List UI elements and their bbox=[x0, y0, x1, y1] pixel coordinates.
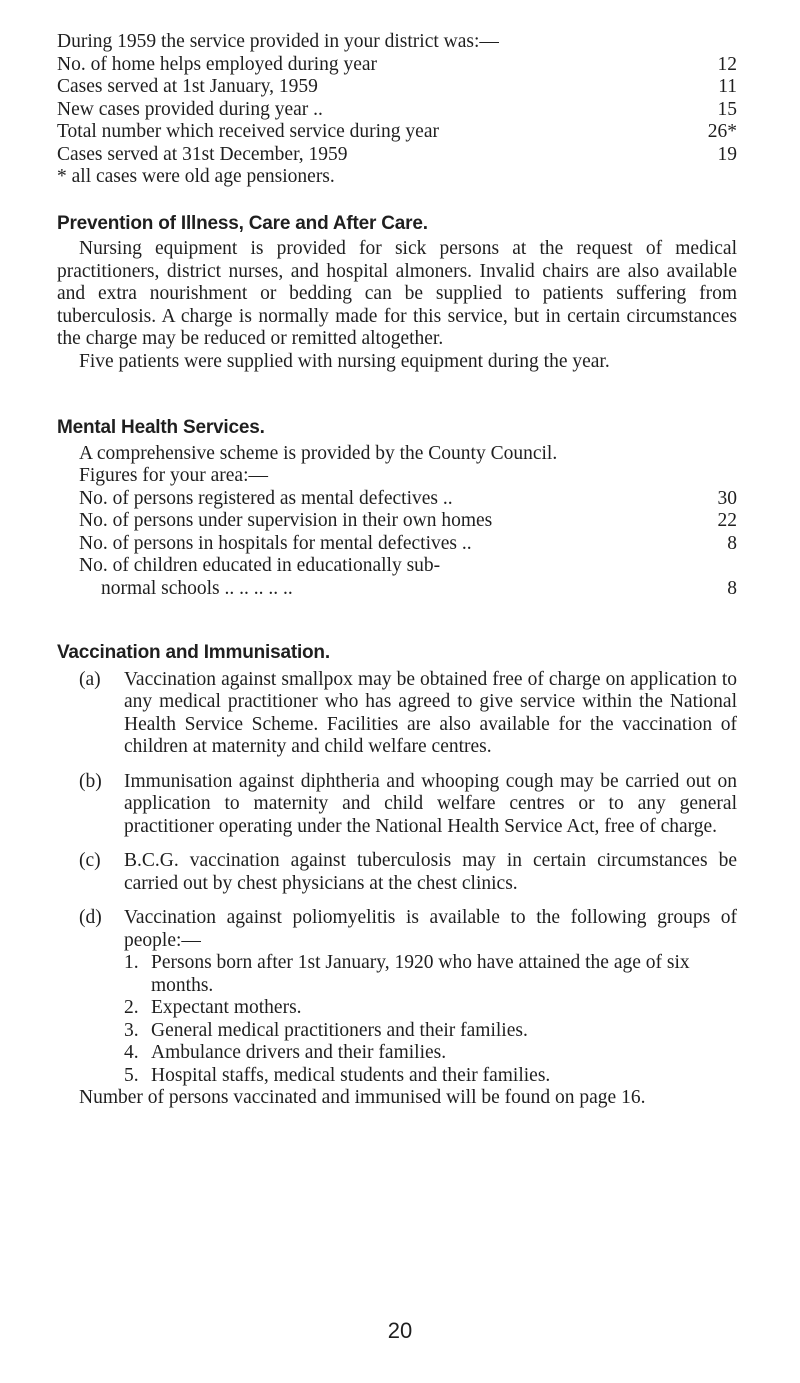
stat-value: 15 bbox=[717, 98, 737, 120]
list-text: Immunisation against diphtheria and whooping cough may be carried out on application to maternity and child welfare centres or to any general practitioner operating under the National Health Service Act, free of charge. bbox=[124, 770, 737, 837]
stat-value: 8 bbox=[727, 532, 737, 554]
list-marker: (a) bbox=[79, 668, 101, 690]
group-item bbox=[124, 1065, 737, 1088]
list-text: B.C.G. vaccination against tuberculosis may in certain circumstances be carried out by chest physicians at the chest clinics. bbox=[124, 850, 737, 894]
group-number: 3. bbox=[124, 1019, 139, 1041]
stat-label: No. of children educated in educationally sub- bbox=[79, 555, 441, 576]
stat-row bbox=[57, 76, 737, 99]
stat-row bbox=[57, 533, 737, 556]
section-heading: Vaccination and Immunisation. bbox=[57, 642, 330, 663]
group-item bbox=[124, 952, 737, 997]
list-text: Vaccination against smallpox may be obtained free of charge on application to any medical practitioner who has agreed to give service within the National Health Service Scheme. Facilities are also available for the vaccination of children at maternity and child welfare centres. bbox=[124, 668, 737, 757]
home-help-section bbox=[57, 31, 737, 189]
stat-label: No. of persons registered as mental defectives .. bbox=[79, 487, 453, 509]
stat-row bbox=[57, 488, 737, 511]
list-marker: (d) bbox=[79, 907, 102, 928]
stat-label: Cases served at 1st January, 1959 bbox=[57, 76, 318, 97]
stat-row bbox=[57, 555, 737, 600]
stat-row bbox=[57, 144, 737, 167]
stat-label: No. of persons in hospitals for mental defectives .. bbox=[79, 532, 472, 554]
stat-row bbox=[57, 121, 737, 144]
document-page bbox=[57, 31, 737, 1110]
stat-value: 12 bbox=[717, 53, 737, 75]
list-item bbox=[57, 850, 737, 895]
list-item bbox=[57, 771, 737, 839]
group-item bbox=[124, 1042, 737, 1065]
vaccination-section bbox=[57, 642, 737, 1110]
paragraph: Nursing equipment is provided for sick persons at the request of medical practitioners, district nurses, and hospital almoners. Invalid chairs are also available and extra nourishment or bedding can be supplied to patients suffering from tuberculosis. A charge is normally made for this service, but in certain circumstances the charge may be reduced or remitted altogether. bbox=[57, 238, 737, 349]
group-text: Ambulance drivers and their families. bbox=[151, 1042, 447, 1063]
paragraph: Number of persons vaccinated and immunised will be found on page 16. bbox=[79, 1087, 646, 1108]
list-marker: (b) bbox=[79, 770, 102, 792]
page-number: 20 bbox=[387, 1318, 413, 1343]
group-number: 1. bbox=[124, 952, 139, 973]
stat-value: 8 bbox=[727, 577, 737, 599]
stat-label: normal schools .. .. .. .. .. bbox=[101, 577, 293, 599]
paragraph: Five patients were supplied with nursing equipment during the year. bbox=[79, 350, 610, 372]
stat-label: New cases provided during year .. bbox=[57, 98, 323, 120]
group-text: Expectant mothers. bbox=[151, 997, 302, 1018]
group-number: 2. bbox=[124, 997, 139, 1018]
section-heading: Mental Health Services. bbox=[57, 417, 265, 438]
stat-value: 30 bbox=[717, 487, 737, 509]
stat-label: Total number which received service during year bbox=[57, 121, 439, 142]
list-marker: (c) bbox=[79, 850, 101, 871]
stat-row bbox=[57, 99, 737, 122]
stat-row-continuation bbox=[79, 578, 737, 601]
group-text: Hospital staffs, medical students and their families. bbox=[151, 1064, 551, 1086]
stat-row bbox=[57, 510, 737, 533]
stat-row bbox=[57, 54, 737, 77]
group-text: General medical practitioners and their families. bbox=[151, 1019, 528, 1041]
stat-label: No. of persons under supervision in their own homes bbox=[79, 510, 493, 531]
prevention-section bbox=[57, 213, 737, 374]
list-text: Vaccination against poliomyelitis is available to the following groups of people:— bbox=[124, 907, 737, 951]
mental-health-section bbox=[57, 417, 737, 600]
stat-label: No. of home helps employed during year bbox=[57, 53, 378, 75]
stat-label: Cases served at 31st December, 1959 bbox=[57, 143, 348, 165]
stat-value: 11 bbox=[718, 76, 737, 97]
footnote: * all cases were old age pensioners. bbox=[57, 166, 335, 187]
group-number: 4. bbox=[124, 1042, 139, 1063]
group-list bbox=[57, 952, 737, 1087]
section-heading: Prevention of Illness, Care and After Care. bbox=[57, 212, 428, 234]
group-item bbox=[124, 997, 737, 1020]
stat-value: 22 bbox=[717, 510, 737, 531]
list-item bbox=[57, 907, 737, 952]
home-help-intro: During 1959 the service provided in your district was:— bbox=[57, 31, 499, 52]
group-text: Persons born after 1st January, 1920 who have attained the age of six months. bbox=[151, 952, 690, 996]
stat-value: 26* bbox=[707, 121, 737, 142]
group-item bbox=[124, 1020, 737, 1043]
group-number: 5. bbox=[124, 1064, 139, 1086]
stat-value: 19 bbox=[717, 143, 737, 165]
paragraph: A comprehensive scheme is provided by the County Council. bbox=[79, 442, 558, 464]
list-item bbox=[57, 669, 737, 759]
paragraph: Figures for your area:— bbox=[79, 465, 268, 486]
